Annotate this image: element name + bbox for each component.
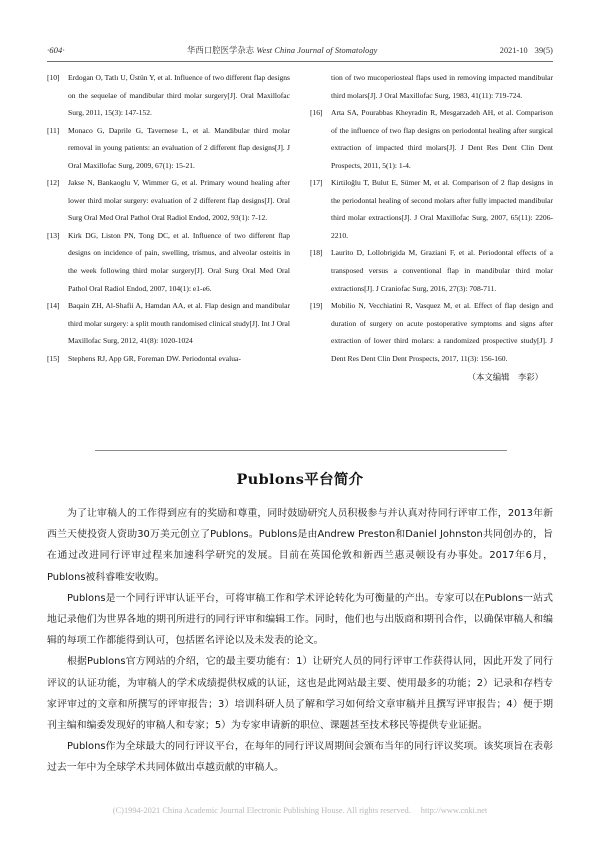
reference-text: Stephens RJ, App GR, Foreman DW. Periodontal evalua- xyxy=(68,353,241,363)
reference-text: Kirtiloğlu T, Bulut E, Sümer M, et al. Comparison of 2 flap designs in the periodontal healing of second molars after fully impacted mandibular third molar extractions[J]. J Oral Maxillofac Surg, 2007, 65(11): 2206-2210. xyxy=(331,178,553,240)
reference-item xyxy=(47,227,290,297)
reference-item xyxy=(47,122,290,175)
copyright-text: (C)1994-2021 China Academic Journal Electronic Publishing House. All rights reserved. xyxy=(112,806,411,815)
reference-item xyxy=(47,350,290,368)
editor-credit: （本文编辑 李彩） xyxy=(467,372,543,383)
reference-text: Kirk DG, Liston PN, Tong DC, et al. Influence of two different flap designs on incidence of pain, swelling, trismus, and alveolar osteitis in the week following third molar surgery[J]. Oral Surg Oral Med Oral Pathol Oral Radiol Endod, 2007, 104(1): e1-e6. xyxy=(68,230,290,293)
reference-number: [16] xyxy=(310,108,323,118)
journal-title-en: West China Journal of Stomatology xyxy=(256,46,378,55)
page-number: ·604· xyxy=(47,45,65,55)
cnki-watermark xyxy=(0,806,600,815)
reference-text: Monaco G, Daprile G, Tavernese L, et al. Mandibular third molar removal in young patients: an evaluation of 2 different flap designs[J]. J Oral Maxillofac Surg, 2009, 67(1): 15-21. xyxy=(68,125,290,170)
reference-text: Jakse N, Bankaoglu V, Wimmer G, et al. Primary wound healing after lower third molar surgery: evaluation of 2 different flap designs[J]. Oral Surg Oral Med Oral Pathol Oral Radiol Endod, 2002, 93(1): 7-12. xyxy=(68,178,290,223)
article-paragraph: Publons作为全球最大的同行评议平台，在每年的同行评议周期间会颁布当年的同行评议奖项。该奖项旨在表彰过去一年中为全球学术共同体做出卓越贡献的审稿人。 xyxy=(47,741,553,774)
article-paragraph: 根据Publons官方网站的介绍，它的最主要功能有：1）让研究人员的同行评审工作获得认同，因此开发了同行评议的认证功能，为审稿人的学术成绩提供权威的认证，这也是此网站最主要、使用最多的功能；2）记录和存档专家评审过的文章和所撰写的评审报告；3）培训科研人员了解和学习如何给文章审稿并且撰写评审报告；4）便于期刊主编和编委发现好的审稿人和专家；5）为专家申请新的职位、课题甚至技术移民等提供专业证据。 xyxy=(47,656,553,732)
reference-item xyxy=(47,297,290,350)
reference-number: [14] xyxy=(47,301,60,311)
reference-text: Baqain ZH, Al-Shafii A, Hamdan AA, et al. Flap design and mandibular third molar surgery: a split mouth randomised clinical study[J]. Int J Oral Maxillofac Surg, 2012, 41(8): 1020-1024 xyxy=(68,301,290,346)
reference-text: Erdogan O, Tatlı U, Üstün Y, et al. Influence of two different flap designs on the sequelae of mandibular third molar surgery[J]. Oral Maxillofac Surg, 2011, 15(3): 147-152. xyxy=(68,73,290,118)
journal-title-cn: 华西口腔医学杂志 xyxy=(187,46,255,55)
article-paragraph: 为了让审稿人的工作得到应有的奖励和尊重，同时鼓励研究人员积极参与并认真对待同行评审工作，2013年新西兰天使投资人资助30万美元创立了Publons。Publons是由Andrew Preston和Daniel Johnston共同创办的，旨在通过改进同行评审过程来加速科学研究的发展。目前在英国伦敦和新西兰惠灵顿设有办事处。2017年6月，Publons被科睿唯安收购。 xyxy=(47,508,553,583)
section-divider xyxy=(95,450,507,451)
reference-number: [17] xyxy=(310,178,323,188)
reference-number: [15] xyxy=(47,353,60,363)
article-paragraph: Publons是一个同行评审认证平台，可将审稿工作和学术评论转化为可衡量的产出。专家可以在Publons一站式地记录他们为世界各地的期刊所进行的同行评审和编辑工作。同时，他们也与出版商和期刊合作，以确保审稿人和编辑的每项工作都能得到认可，包括匿名评论以及未发表的论文。 xyxy=(47,592,553,647)
reference-number: [11] xyxy=(47,125,60,135)
reference-number: [13] xyxy=(47,230,60,240)
reference-column-left xyxy=(47,69,290,387)
journal-title xyxy=(187,44,377,56)
reference-item xyxy=(310,244,553,297)
reference-number: [19] xyxy=(310,301,323,311)
reference-text: Mobilio N, Vecchiatini R, Vasquez M, et al. Effect of flap design and duration of surgery on acute postoperative symptoms and signs after extraction of lower third molars: a randomized prospective study[J]. J Dent Res Dent Clin Dent Prospects, 2017, 11(3): 156-160. xyxy=(331,301,553,363)
reference-item xyxy=(47,69,290,122)
reference-number: [18] xyxy=(310,248,323,258)
reference-item xyxy=(310,104,553,174)
reference-number: [12] xyxy=(47,178,60,188)
volume-issue: 39(5) xyxy=(534,46,553,55)
publons-section xyxy=(47,468,553,779)
reference-item xyxy=(310,174,553,244)
reference-list xyxy=(47,69,553,387)
reference-column-right xyxy=(310,69,553,387)
reference-text: Arta SA, Pourabbas Kheyradin R, Mesgarzadeh AH, et al. Comparison of the influence of two flap designs on periodontal healing after surgical extraction of impacted third molars[J]. J Dent Res Dent Clin Dent Prospects, 2011, 5(1): 1-4. xyxy=(331,108,553,170)
issue-info xyxy=(500,46,553,55)
reference-continuation: tion of two mucoperiosteal flaps used in removing impacted mandibular third molars[J]. J Oral Maxillofac Surg, 1983, 41(11): 719-724. xyxy=(331,73,553,100)
section-title: Publons平台简介 xyxy=(236,471,364,488)
reference-number: [10] xyxy=(47,73,60,82)
reference-text: Laurito D, Lollobrigida M, Graziani F, et al. Periodontal effects of a transposed versus a conventional flap in mandibular third molar extractions[J]. J Craniofac Surg, 2016, 27(3): 708-711. xyxy=(331,248,553,293)
reference-item xyxy=(47,174,290,227)
header-rule xyxy=(47,61,553,62)
cnki-url: http://www.cnki.net xyxy=(420,806,488,815)
issue-date: 2021-10 xyxy=(499,46,528,55)
reference-item xyxy=(310,297,553,367)
running-head xyxy=(47,44,553,60)
